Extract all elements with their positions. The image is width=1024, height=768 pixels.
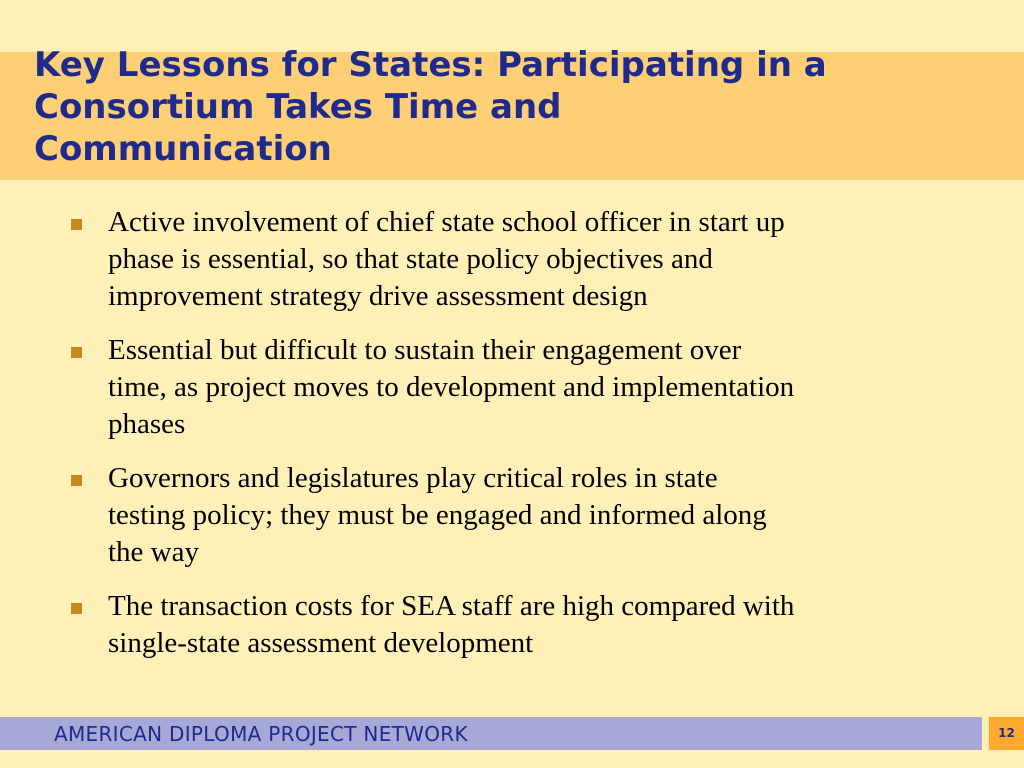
page-number-box [989, 717, 1024, 750]
square-bullet-icon [71, 219, 82, 230]
bullet-item [70, 588, 950, 662]
bullet-list [70, 204, 950, 679]
bullet-text: The transaction costs for SEA staff are high compared with single-state assessment development [108, 590, 795, 659]
bullet-text: Essential but difficult to sustain their engagement over time, as project moves to development and implementation phases [108, 334, 795, 440]
bullet-item [70, 204, 950, 315]
square-bullet-icon [71, 347, 82, 358]
slide-title: Key Lessons for States: Participating in a Consortium Takes Time and Communication [34, 45, 827, 169]
page-number: 12 [998, 726, 1015, 740]
footer-org-name: AMERICAN DIPLOMA PROJECT NETWORK [54, 722, 468, 746]
bullet-text: Governors and legislatures play critical roles in state testing policy; they must be engaged and informed along the way [108, 462, 767, 568]
square-bullet-icon [71, 475, 82, 486]
square-bullet-icon [71, 603, 82, 614]
footer-bar [0, 717, 982, 750]
bullet-item [70, 332, 950, 443]
bullet-item [70, 460, 950, 571]
bullet-text: Active involvement of chief state school officer in start up phase is essential, so that state policy objectives and improvement strategy drive assessment design [108, 206, 785, 312]
